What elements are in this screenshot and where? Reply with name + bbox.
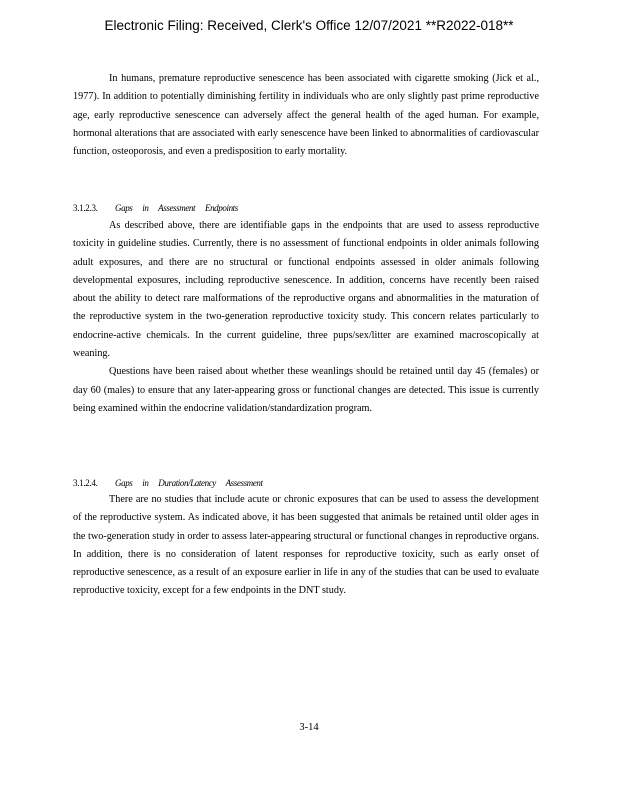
section-paragraph: Questions have been raised about whether these weanlings should be retained until day 45 (females) or day 60 (males) to ensure that any later-appearing gross or functional changes are detected. This issue is currently being examined within the endocrine validation/standardization program.	[73, 366, 539, 414]
section-paragraph: There are no studies that include acute or chronic exposures that can be used to assess the development of the reproductive system. As indicated above, it has been suggested that animals be retained until older ages in the two-generation study in order to assess later-appearing structural or functional changes in reproductive organs. In addition, there is no consideration of latent responses for reproductive toxicity, such as early onset of reproductive senescence, as a result of an exposure earlier in life in any of the studies that can be used to evaluate reproductive toxicity, except for a few endpoints in the DNT study.	[73, 494, 539, 597]
section-3-1-2-3-body	[73, 217, 539, 418]
section-title: Gaps in Duration/Latency Assessment	[115, 478, 263, 488]
section-heading-3-1-2-3	[73, 203, 539, 213]
intro-paragraph: In humans, premature reproductive senescence has been associated with cigarette smoking (Jick et al., 1977). In addition to potentially diminishing fertility in individuals who are only slightly past prime reproductive age, early reproductive senescence can adversely affect the general health of the aged human. For example, hormonal alterations that are associated with early senescence have been linked to abnormalities of cardiovascular function, osteoporosis, and even a predisposition to early mortality.	[73, 73, 539, 158]
section-heading-3-1-2-4	[73, 478, 539, 488]
section-3-1-2-4-body	[73, 491, 539, 601]
filing-header: Electronic Filing: Received, Clerk's Office 12/07/2021 **R2022-018**	[104, 18, 514, 33]
section-title: Gaps in Assessment Endpoints	[115, 203, 238, 213]
section-number: 3.1.2.4.	[73, 478, 98, 488]
page-number: 3-14	[299, 722, 319, 733]
intro-paragraph-block	[73, 70, 539, 161]
section-number: 3.1.2.3.	[73, 203, 98, 213]
section-paragraph: As described above, there are identifiable gaps in the endpoints that are used to assess reproductive toxicity in guideline studies. Currently, there is no assessment of functional endpoints in older animals following adult exposures, and there are no structural or functional endpoints assessed in older animals following developmental exposures, including reproductive senescence. In addition, concerns have recently been raised about the ability to detect rare malformations of the reproductive organs and abnormalities in the maturation of the reproductive system in the two-generation reproductive toxicity study. This concern relates particularly to endocrine-active chemicals. In the current guideline, three pups/sex/litter are examined macroscopically at weaning.	[73, 220, 539, 360]
